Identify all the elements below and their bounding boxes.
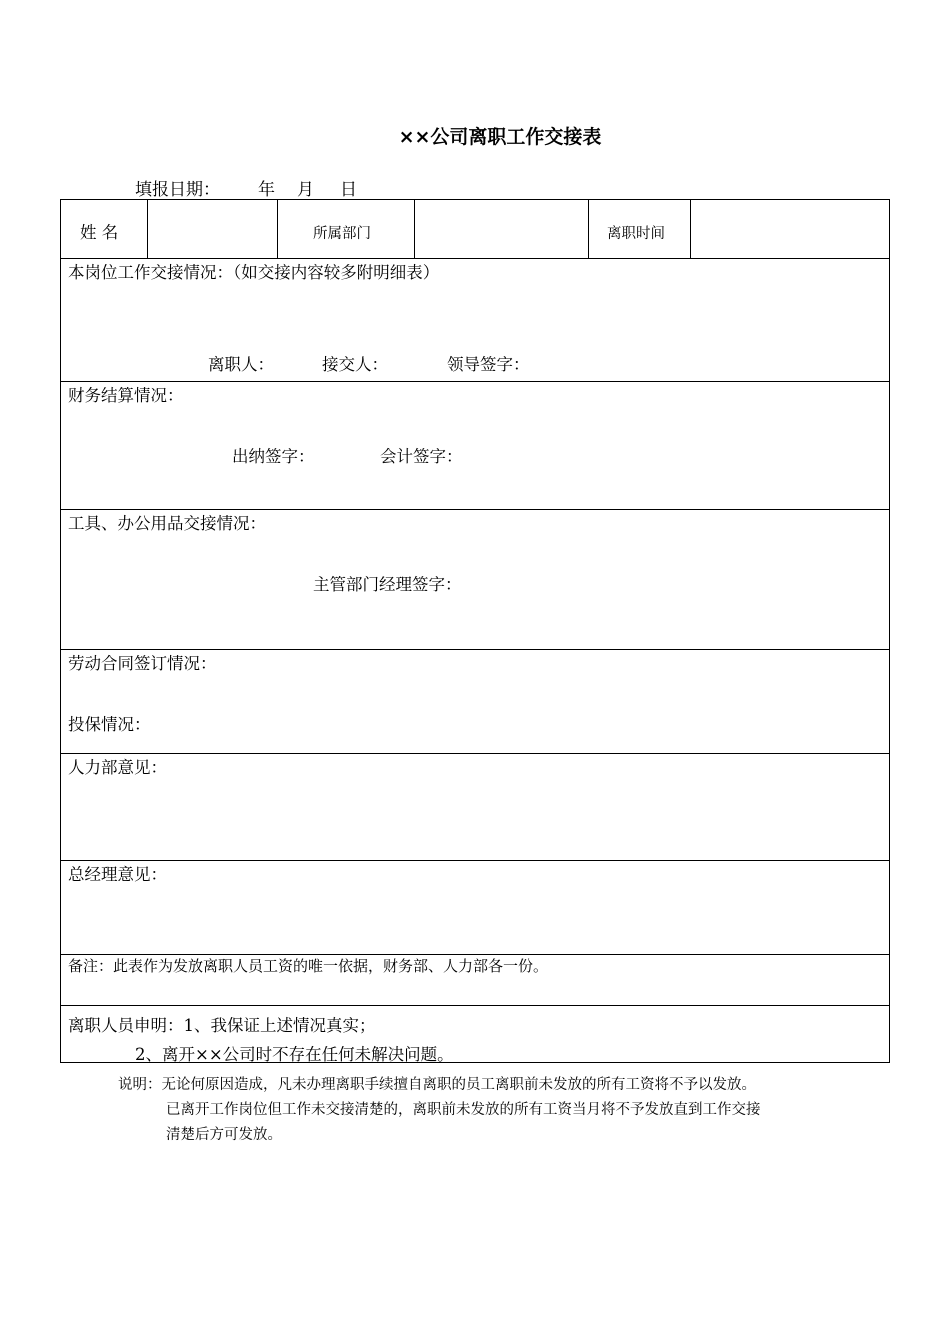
table-row-divider [60,381,890,382]
labor-contract-label: 劳动合同签订情况： [68,654,217,673]
note-line-3: 清楚后方可发放。 [166,1127,282,1143]
department-label: 所属部门 [313,226,371,242]
table-row-divider [60,860,890,861]
receiver-signature-label: 接交人： [322,355,388,374]
insurance-label: 投保情况： [68,715,151,734]
remarks-text: 备注：此表作为发放离职人员工资的唯一依据，财务部、人力部各一份。 [68,957,549,975]
work-handover-label: 本岗位工作交接情况：（如交接内容较多附明细表） [68,263,440,282]
leaver-signature-label: 离职人： [208,355,274,374]
fill-date-year: 年 [258,180,275,200]
fill-date-label: 填报日期： [135,180,220,200]
department-field[interactable] [415,200,587,257]
declaration-line-2: 2、离开××公司时不存在任何未解决问题。 [135,1045,454,1064]
name-label: 姓 名 [80,223,119,242]
finance-settlement-label: 财务结算情况： [68,386,184,405]
document-title: ××公司离职工作交接表 [398,126,602,148]
table-row-divider [60,753,890,754]
fill-date-line [135,175,357,200]
tools-handover-label: 工具、办公用品交接情况： [68,514,266,533]
leader-signature-label: 领导签字： [447,355,530,374]
note-line-2: 已离开工作岗位但工作未交接清楚的，离职前未发放的所有工资当月将不予发放直到工作交接 [166,1102,761,1118]
handover-form-table [60,199,890,1063]
manager-signature-label: 主管部门经理签字： [313,575,462,594]
accountant-signature-label: 会计签字： [380,447,463,466]
note-line-1: 说明：无论何原因造成，凡未办理离职手续擅自离职的员工离职前未发放的所有工资将不予以发放。 [118,1077,756,1093]
gm-opinion-label: 总经理意见： [68,865,167,884]
table-row-divider [60,1005,890,1006]
departure-time-field[interactable] [691,200,889,257]
fill-date-month: 月 [297,180,314,200]
hr-opinion-label: 人力部意见： [68,758,167,777]
table-divider [588,199,589,258]
fill-date-day: 日 [340,180,357,200]
table-divider [277,199,278,258]
departure-time-label: 离职时间 [607,226,665,242]
declaration-line-1: 离职人员申明：1、我保证上述情况真实； [68,1016,376,1035]
name-field[interactable] [148,200,276,257]
cashier-signature-label: 出纳签字： [232,447,315,466]
